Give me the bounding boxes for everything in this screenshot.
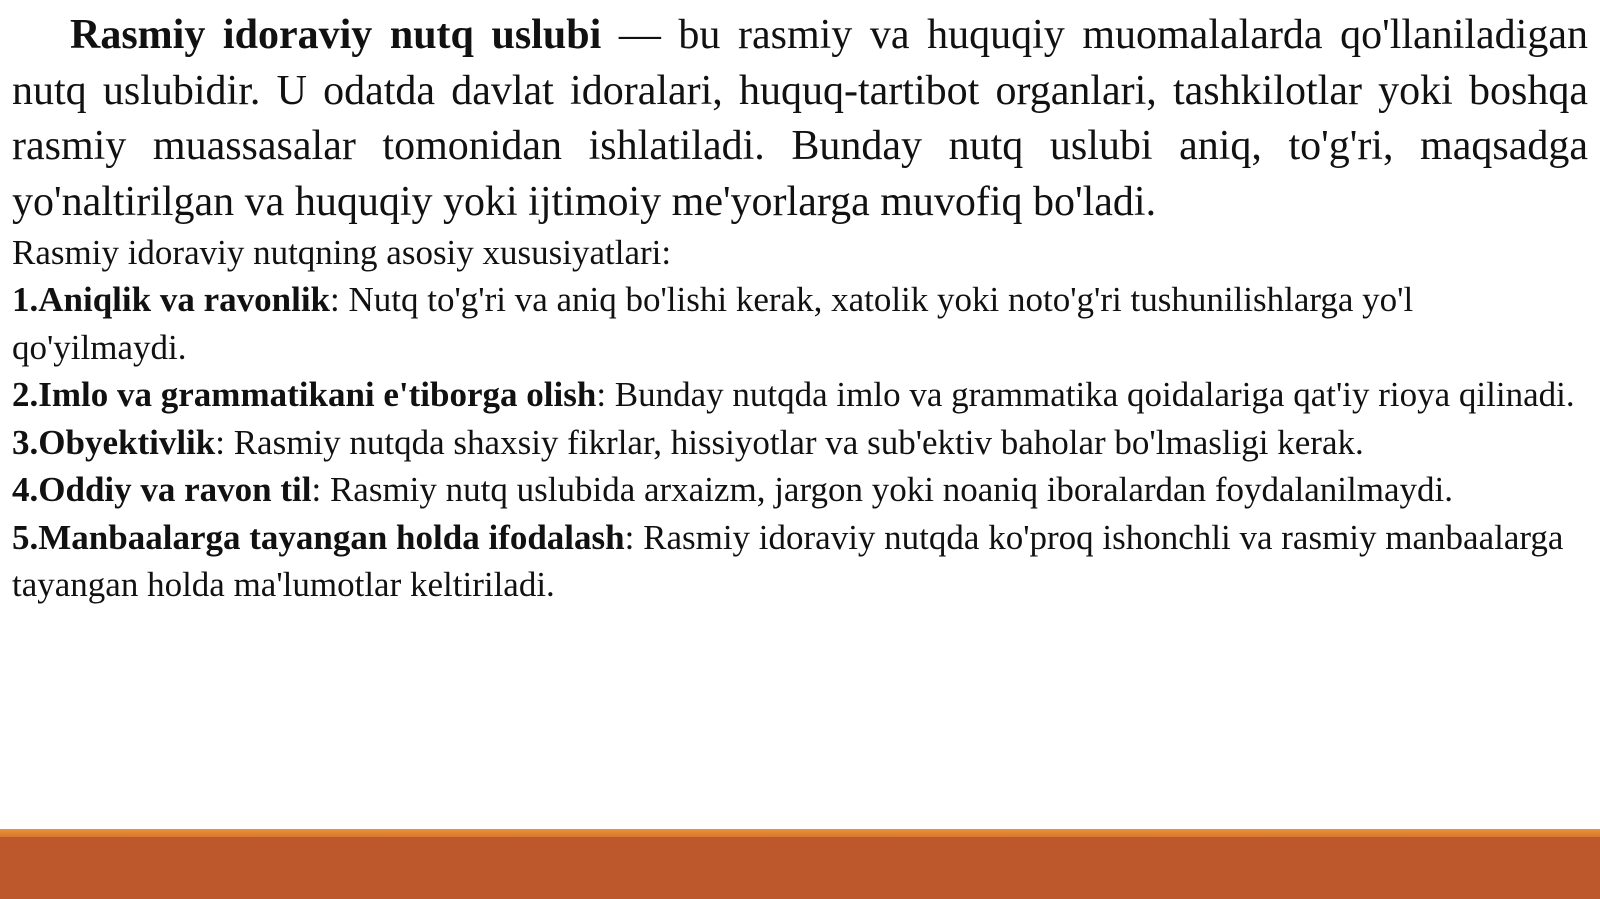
feature-item-4: [12, 466, 1588, 514]
slide-content: [12, 8, 1588, 609]
footer-accent-line: [0, 829, 1600, 837]
feature-item-1: [12, 276, 1588, 371]
intro-definition: — bu rasmiy va huquqiy muomalalarda qo'llaniladigan nutq uslubidir. U odatda davlat idoralari, huquq-tartibot organlari, tashkilotlar yoki boshqa rasmiy muassasalar tomonidan ishlatiladi. Bunday nutq uslubi aniq, to'g'ri, maqsadga yo'naltirilgan va huquqiy yoki ijtimoiy me'yorlarga muvofiq bo'ladi.: [12, 12, 1588, 225]
feature-text: : Rasmiy nutq uslubida arxaizm, jargon yoki noaniq iboralardan foydalanilmaydi.: [311, 470, 1453, 509]
intro-term: Rasmiy idoraviy nutq uslubi: [70, 12, 602, 58]
feature-item-3: [12, 419, 1588, 467]
feature-title: 1.Aniqlik va ravonlik: [12, 280, 331, 319]
feature-title: 4.Oddiy va ravon til: [12, 470, 312, 509]
feature-title: 2.Imlo va grammatikani e'tiborga olish: [12, 375, 597, 414]
feature-title: 3.Obyektivlik: [12, 422, 216, 462]
intro-paragraph: [12, 8, 1588, 230]
feature-text: : Rasmiy idoraviy nutqda ko'proq ishonchli va rasmiy manbaalarga tayangan holda ma'lumotlar keltiriladi.: [12, 517, 1564, 604]
feature-item-5: [12, 514, 1588, 609]
feature-text: : Bunday nutqda imlo va grammatika qoidalariga qat'iy rioya qilinadi.: [596, 375, 1575, 414]
feature-item-2: [12, 371, 1588, 419]
feature-text: : Nutq to'g'ri va aniq bo'lishi kerak, xatolik yoki noto'g'ri tushunilishlarga yo'l qo'yilmaydi.: [12, 280, 1414, 367]
footer-bar: [0, 837, 1600, 899]
features-heading: Rasmiy idoraviy nutqning asosiy xususiyatlari:: [12, 233, 672, 272]
feature-text: : Rasmiy nutqda shaxsiy fikrlar, hissiyotlar va sub'ektiv baholar bo'lmasligi kerak.: [215, 422, 1364, 462]
feature-title: 5.Manbaalarga tayangan holda ifodalash: [12, 517, 625, 557]
